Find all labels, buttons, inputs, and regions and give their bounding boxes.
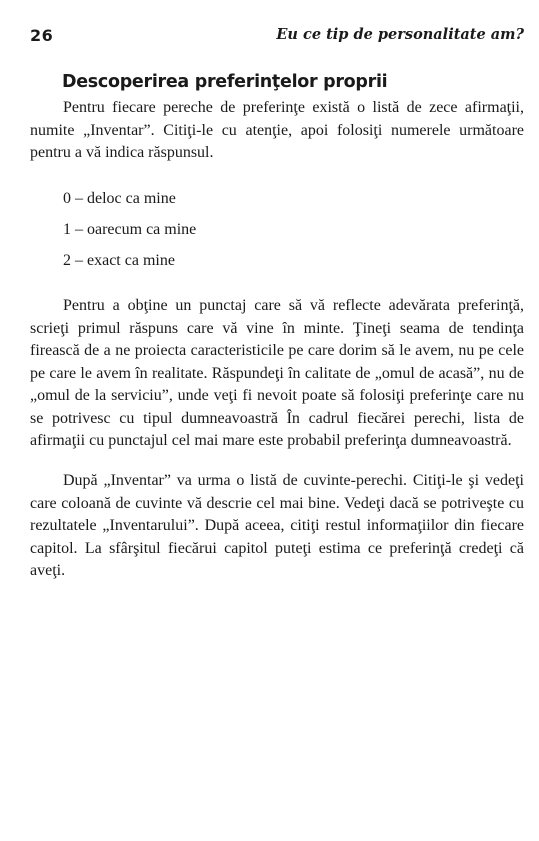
section-title: Descoperirea preferinţelor proprii (62, 72, 388, 92)
running-title: Eu ce tip de personalitate am? (276, 26, 524, 43)
scale-item-1: 1 – oarecum ca mine (63, 221, 197, 238)
intro-paragraph: Pentru fiecare pereche de preferinţe există o listă de zece afirmaţii, numite „Inventar”. Citiţi-le cu atenţie, apoi folosiţi numerele următoare pentru a vă indica răspunsul. (30, 99, 524, 161)
page-number: 26 (30, 26, 54, 45)
instructions-paragraph: Pentru a obţine un punctaj care să vă reflecte adevărata preferinţă, scrieţi primul răspuns care vă vine în minte. Ţineţi seama de tendinţa firească de a ne proiecta caracteristicile pe care dorim să le avem, nu pe cele pe care le avem în realitate. Răspundeţi în calitate de „omul de acasă”, nu de „omul de la serviciu”, unde veţi fi nevoit poate să folosiţi preferinţe care nu se potrivesc cu tipul dumneavoastră În cadrul fiecărei perechi, lista de afirmaţii cu punctajul cel mai mare este probabil preferinţa dumneavoastră. (30, 297, 524, 449)
response-scale-list (63, 183, 196, 276)
scale-item-2: 2 – exact ca mine (63, 252, 175, 269)
page-header (30, 26, 524, 50)
scale-item-0: 0 – deloc ca mine (63, 190, 176, 207)
after-inventory-paragraph: După „Inventar” va urma o listă de cuvinte-perechi. Citiţi-le şi vedeţi care coloană de cuvinte vă descrie cel mai bine. Vedeţi dacă se potriveşte cu rezultatele „Inventarului”. După aceea, citiţi restul informaţiilor din fiecare capitol. La sfârşitul fiecărui capitol puteţi estima ce preferinţă credeţi că aveţi. (30, 472, 524, 579)
